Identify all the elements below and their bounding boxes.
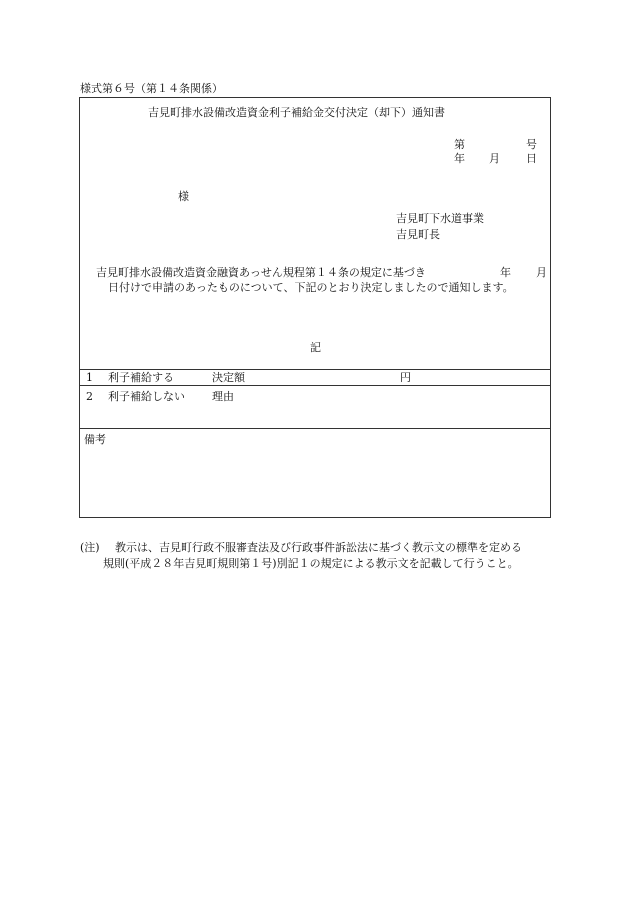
notice-form-frame — [79, 97, 551, 518]
row-1-number: 1 — [86, 371, 93, 384]
row-2-field: 理由 — [212, 390, 234, 403]
row-divider-2 — [80, 385, 550, 386]
row-1-field: 決定額 — [212, 371, 245, 384]
form-label: 様式第６号（第１４条関係） — [80, 82, 223, 95]
issuer-line2: 吉見町長 — [396, 228, 440, 241]
doc-number-suffix: 号 — [526, 138, 537, 151]
ki-heading: 記 — [310, 341, 321, 354]
date-day: 日 — [526, 152, 537, 165]
doc-number-prefix: 第 — [454, 138, 465, 151]
remarks-label: 備考 — [84, 433, 106, 446]
date-year: 年 — [454, 152, 465, 165]
row-1-label: 利子補給する — [108, 371, 174, 384]
note-prefix: (注) — [80, 541, 100, 554]
row-divider-3 — [80, 428, 550, 429]
row-1-unit: 円 — [400, 371, 411, 384]
addressee-honorific: 様 — [178, 190, 189, 203]
body-text-month: 月 — [536, 266, 547, 279]
body-text-line2: 日付けで申請のあったものについて、下記のとおり決定しましたので通知します。 — [108, 281, 514, 294]
body-text-line1: 吉見町排水設備改造資金融資あっせん規程第１４条の規定に基づき — [96, 266, 426, 279]
date-month: 月 — [489, 152, 500, 165]
row-2-number: 2 — [86, 390, 93, 403]
row-divider-1 — [80, 369, 550, 370]
row-2-label: 利子補給しない — [108, 390, 185, 403]
document-title: 吉見町排水設備改造資金利子補給金交付決定（却下）通知書 — [148, 106, 445, 119]
body-text-year: 年 — [500, 266, 511, 279]
note-line1: 教示は、吉見町行政不服審査法及び行政事件訴訟法に基づく教示文の標準を定める — [115, 541, 522, 554]
issuer-line1: 吉見町下水道事業 — [396, 212, 484, 225]
note-line2: 規則(平成２８年吉見町規則第１号)別記１の規定による教示文を記載して行うこと。 — [103, 557, 519, 570]
